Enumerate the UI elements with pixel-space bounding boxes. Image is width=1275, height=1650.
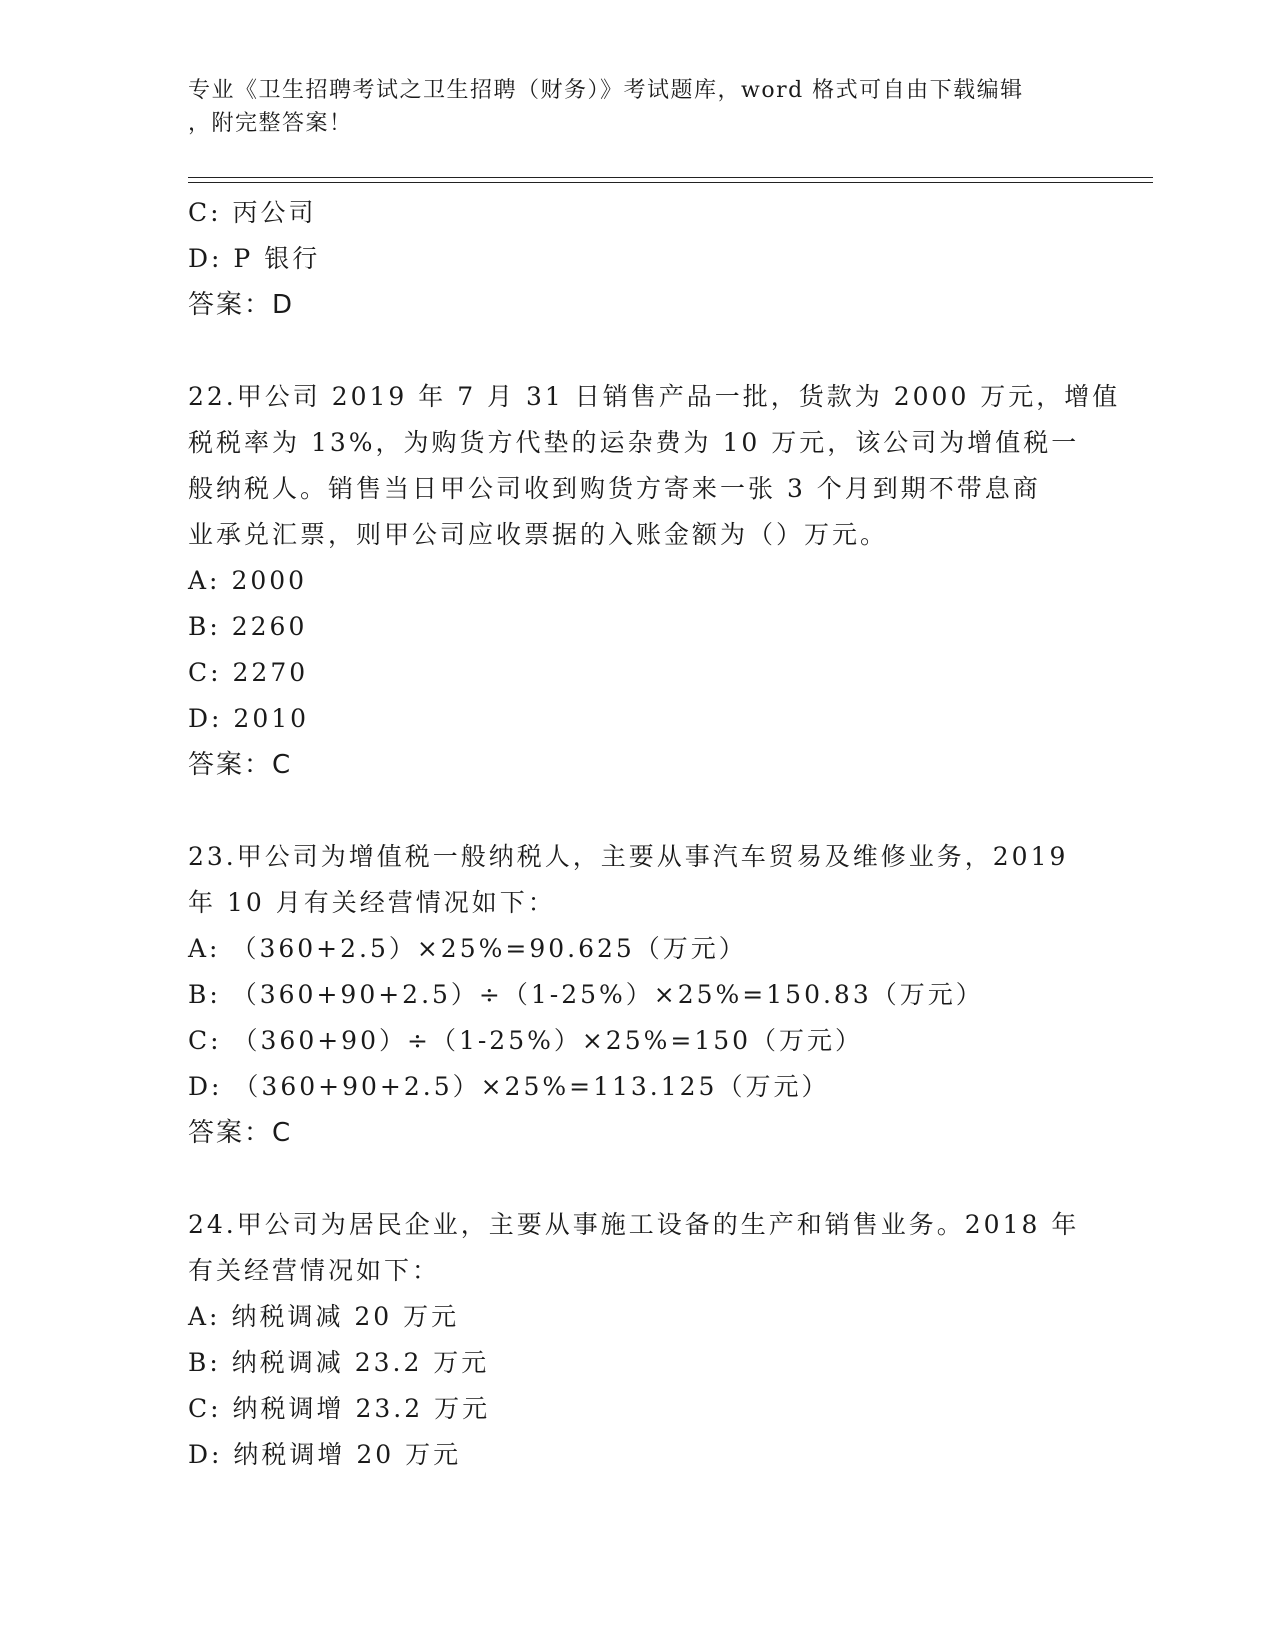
spacer xyxy=(188,1156,1088,1202)
option-b xyxy=(188,972,1088,1018)
option-text: （360+2.5）×25%=90.625（万元） xyxy=(231,934,747,963)
option-a xyxy=(188,558,1088,604)
option-b xyxy=(188,1340,1088,1386)
question-22 xyxy=(188,374,1121,788)
option-d xyxy=(188,1064,1088,1110)
answer-line: 答案：C xyxy=(188,750,293,780)
option-text: 纳税调减 20 万元 xyxy=(231,1302,460,1331)
option-text: 2260 xyxy=(231,612,308,641)
spacer xyxy=(188,788,1088,834)
option-label: D: xyxy=(188,1440,223,1469)
option-label: C: xyxy=(188,198,222,227)
header-divider-bottom xyxy=(188,182,1153,183)
option-text: （360+90+2.5）÷（1-25%）×25%=150.83（万元） xyxy=(231,980,984,1009)
header-line-2: ，附完整答案！ xyxy=(188,111,353,136)
question-text-line: 税税率为 13%，为购货方代垫的运杂费为 10 万元，该公司为增值税一 xyxy=(188,428,1080,457)
question-text-line: 业承兑汇票，则甲公司应收票据的入账金额为（）万元。 xyxy=(188,520,889,549)
option-label: A: xyxy=(188,934,221,963)
option-a xyxy=(188,926,1088,972)
option-label: D: xyxy=(188,704,223,733)
question-text-line: 22.甲公司 2019 年 7 月 31 日销售产品一批，货款为 2000 万元，增值 xyxy=(188,382,1121,411)
answer-line: 答案：C xyxy=(188,1118,293,1148)
option-text: （360+90+2.5）×25%=113.125（万元） xyxy=(233,1072,830,1101)
question-text-line: 般纳税人。销售当日甲公司收到购货方寄来一张 3 个月到期不带息商 xyxy=(188,474,1041,503)
question-text-line: 24.甲公司为居民企业，主要从事施工设备的生产和销售业务。2018 年 xyxy=(188,1210,1080,1239)
question-23 xyxy=(188,834,1088,1156)
question-text-line: 有关经营情况如下： xyxy=(188,1256,441,1285)
document-header xyxy=(188,74,1088,140)
question-24 xyxy=(188,1202,1088,1478)
document-body xyxy=(188,190,1121,1478)
option-d xyxy=(188,696,1088,742)
option-label: B: xyxy=(188,980,221,1009)
option-text: 纳税调增 23.2 万元 xyxy=(232,1394,491,1423)
option-label: A: xyxy=(188,1302,221,1331)
option-label: C: xyxy=(188,1026,222,1055)
option-c xyxy=(188,190,1088,236)
spacer xyxy=(188,328,1088,374)
option-label: D: xyxy=(188,1072,223,1101)
option-text: 纳税调增 20 万元 xyxy=(233,1440,462,1469)
header-line-1: 专业《卫生招聘考试之卫生招聘（财务）》考试题库，word 格式可自由下载编辑 xyxy=(188,78,1024,103)
option-b xyxy=(188,604,1088,650)
option-c xyxy=(188,1018,1088,1064)
option-label: B: xyxy=(188,612,221,641)
question-21-tail xyxy=(188,190,1088,328)
option-label: C: xyxy=(188,1394,222,1423)
option-text: P 银行 xyxy=(233,244,321,273)
option-label: A: xyxy=(188,566,221,595)
option-c xyxy=(188,1386,1088,1432)
option-text: 2000 xyxy=(231,566,308,595)
option-text: 丙公司 xyxy=(232,198,317,227)
option-d xyxy=(188,1432,1088,1478)
answer-line: 答案：D xyxy=(188,290,295,320)
option-label: D: xyxy=(188,244,223,273)
option-label: C: xyxy=(188,658,222,687)
option-label: B: xyxy=(188,1348,221,1377)
option-c xyxy=(188,650,1088,696)
option-a xyxy=(188,1294,1088,1340)
option-text: 2010 xyxy=(233,704,310,733)
option-text: （360+90）÷（1-25%）×25%=150（万元） xyxy=(232,1026,864,1055)
option-d xyxy=(188,236,1088,282)
question-text-line: 23.甲公司为增值税一般纳税人，主要从事汽车贸易及维修业务，2019 xyxy=(188,842,1069,871)
header-divider-top xyxy=(188,177,1153,178)
question-text-line: 年 10 月有关经营情况如下： xyxy=(188,888,556,917)
option-text: 纳税调减 23.2 万元 xyxy=(231,1348,490,1377)
option-text: 2270 xyxy=(232,658,309,687)
